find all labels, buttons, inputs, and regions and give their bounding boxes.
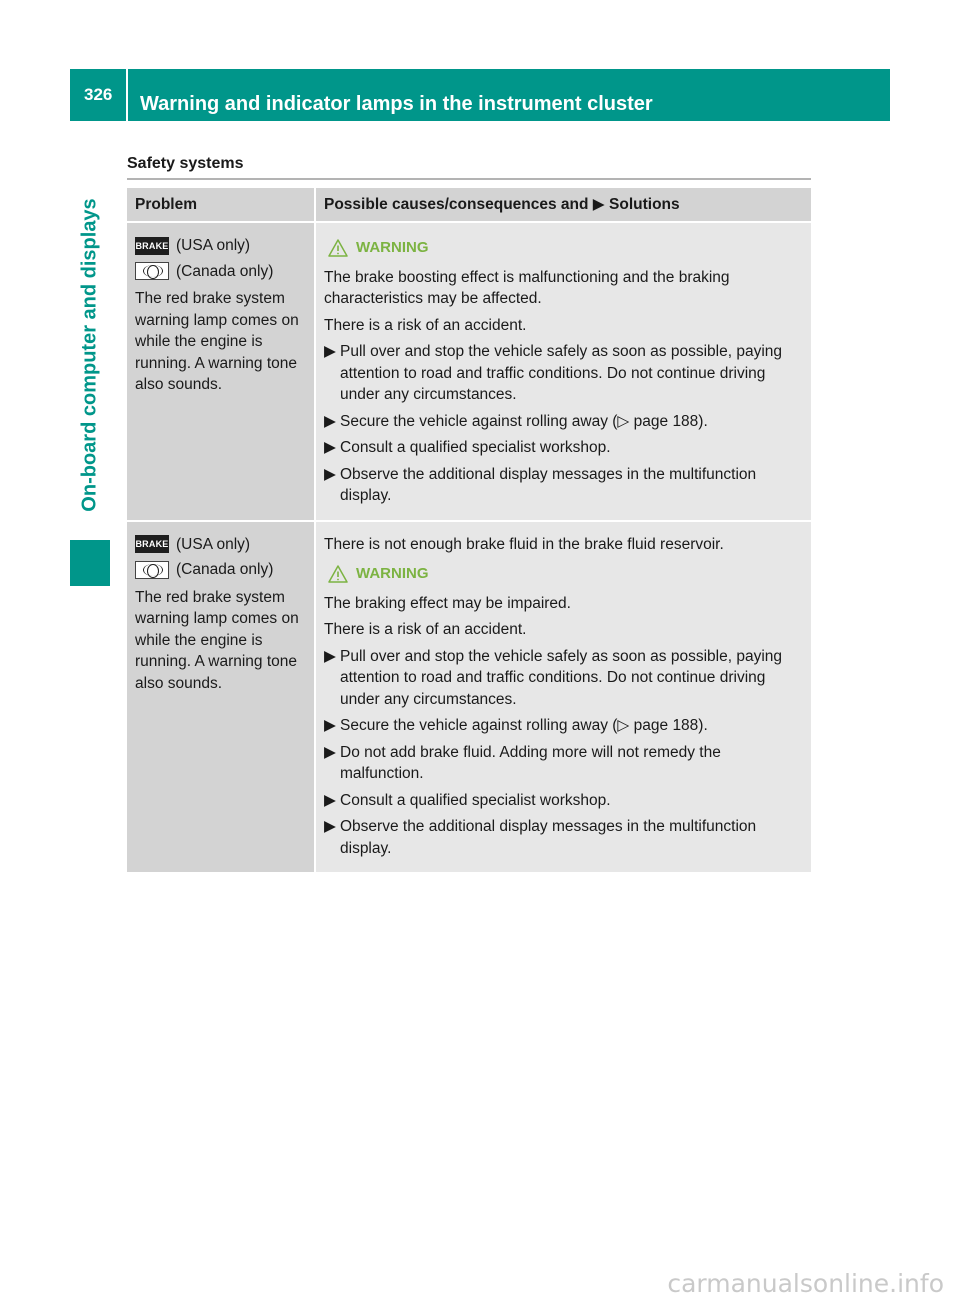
problem-description: The red brake system warning lamp comes on while the engine is running. A warning tone also sounds. <box>135 588 299 692</box>
lamp-canada <box>135 261 306 283</box>
problem-description: The red brake system warning lamp comes on while the engine is running. A warning tone also sounds. <box>135 290 299 393</box>
warning-text: The braking effect may be impaired. <box>324 594 571 612</box>
step-arrow-icon: ▶ <box>324 717 336 734</box>
table-header-row <box>127 188 811 222</box>
lamp-usa <box>135 235 306 257</box>
table-row <box>127 521 811 873</box>
page-number: 326 <box>84 85 113 104</box>
chapter-title: Warning and indicator lamps in the instrument cluster <box>140 93 653 115</box>
lamp-canada <box>135 559 306 581</box>
step-arrow-icon: ▶ <box>324 818 336 835</box>
watermark: carmanualsonline.info <box>667 1269 944 1298</box>
warning-text: The brake boosting effect is malfunctioning and the braking characteristics may be affected. <box>324 268 730 307</box>
problem-cell <box>127 521 315 873</box>
warning-triangle-icon <box>328 239 348 257</box>
warning-label: WARNING <box>356 565 429 582</box>
warning-text: There is a risk of an accident. <box>324 621 527 638</box>
lamp-usa-label: (USA only) <box>176 535 251 553</box>
step-arrow-icon: ▶ <box>324 439 336 456</box>
brake-circle-icon <box>135 262 169 280</box>
header-solutions <box>315 188 811 222</box>
section-title: Safety systems <box>127 155 244 172</box>
brake-lamp-icon: BRAKE <box>135 535 169 553</box>
step-item <box>324 715 803 737</box>
warning-heading <box>324 237 803 259</box>
warning-heading <box>324 563 803 585</box>
step-arrow-icon: ▶ <box>324 412 336 430</box>
lamp-canada-label: (Canada only) <box>176 561 274 578</box>
step-text-page-reference[interactable]: Secure the vehicle against rolling away (▷ page 188). <box>340 412 708 430</box>
step-item <box>324 816 803 859</box>
solution-cell <box>315 222 811 521</box>
step-item <box>324 646 803 711</box>
step-item <box>324 790 803 812</box>
step-text: Consult a qualified specialist workshop. <box>340 439 611 456</box>
step-item <box>324 742 803 785</box>
table-row <box>127 222 811 521</box>
step-item <box>324 411 803 433</box>
step-arrow-icon: ▶ <box>324 743 336 761</box>
step-arrow-icon: ▶ <box>324 465 336 483</box>
step-text: Pull over and stop the vehicle safely as soon as possible, paying attention to road and traffic conditions. Do not continue driving under any circumstances. <box>340 647 783 708</box>
warning-text: There is a risk of an accident. <box>324 316 527 334</box>
step-text: Consult a qualified specialist workshop. <box>340 791 611 809</box>
header-solutions-prefix: Possible causes/consequences and <box>324 195 589 213</box>
step-text: Pull over and stop the vehicle safely as soon as possible, paying attention to road and traffic conditions. Do not continue driving under any circumstances. <box>340 343 783 403</box>
lamp-usa-label: (USA only) <box>176 237 251 254</box>
step-text-page-reference[interactable]: Secure the vehicle against rolling away (▷ page 188). <box>340 717 708 734</box>
header-problem: Problem <box>127 188 315 222</box>
brake-lamp-icon: BRAKE <box>135 237 169 255</box>
step-arrow-icon: ▶ <box>324 343 336 360</box>
side-tab-marker <box>70 540 110 586</box>
step-item <box>324 464 803 507</box>
cause-text: There is not enough brake fluid in the brake fluid reservoir. <box>324 535 724 553</box>
header-solutions-suffix: Solutions <box>609 195 680 213</box>
step-item <box>324 437 803 459</box>
section-divider <box>127 178 811 180</box>
step-text: Do not add brake fluid. Adding more will not remedy the malfunction. <box>340 743 721 782</box>
step-text: Observe the additional display messages in the multifunction display. <box>340 818 757 857</box>
lamp-canada-label: (Canada only) <box>176 262 274 280</box>
brake-circle-icon <box>135 561 169 579</box>
step-text: Observe the additional display messages in the multifunction display. <box>340 465 757 504</box>
header-divider <box>126 69 128 121</box>
step-arrow-icon: ▶ <box>324 647 336 665</box>
warning-triangle-icon <box>328 565 348 583</box>
side-tab-label: On-board computer and displays <box>78 198 101 512</box>
step-arrow-icon: ▶ <box>324 791 336 809</box>
lamp-usa <box>135 534 306 556</box>
problem-cell <box>127 222 315 521</box>
step-item <box>324 341 803 406</box>
lamp-table <box>127 188 811 872</box>
arrow-right-icon: ▶ <box>592 195 605 213</box>
warning-label: WARNING <box>356 239 429 256</box>
solution-cell <box>315 521 811 873</box>
